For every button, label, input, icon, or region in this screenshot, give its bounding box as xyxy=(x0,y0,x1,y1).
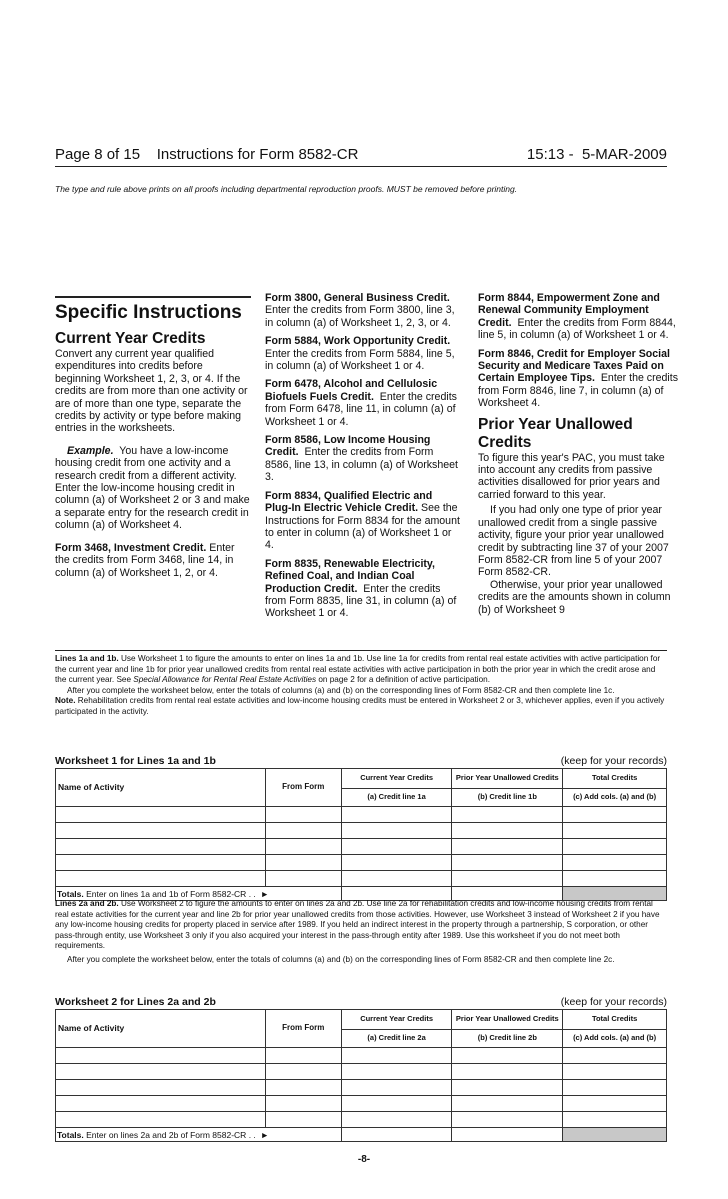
ws1-entry-name[interactable] xyxy=(56,871,266,887)
proof-note: The type and rule above prints on all proofs including departmental reproduction proofs. MUST be removed before printing. xyxy=(55,184,518,194)
table-row xyxy=(56,1096,667,1112)
form-5884-text: Enter the credits from Form 5884, line 5, in column (a) of Worksheet 1 or 4. xyxy=(265,347,455,373)
ws2-entry-b[interactable] xyxy=(452,1064,563,1080)
form-8844-title: Form 8844, Empowerment Zone and Renewal Community Employment Credit. xyxy=(478,292,660,329)
ws2-entry-a[interactable] xyxy=(341,1080,452,1096)
ws1-entry-c[interactable] xyxy=(563,823,667,839)
column-1 xyxy=(55,292,251,579)
form-5884-title: Form 5884, Work Opportunity Credit. xyxy=(265,335,451,348)
form-3468-text: Enter the credits from Form 3468, line 14, in column (a) of Worksheet 1, 2, or 4. xyxy=(55,541,235,579)
table-row xyxy=(56,871,667,887)
form-6478-title: Form 6478, Alcohol and Cellulosic Biofuels Fuels Credit. xyxy=(265,378,438,403)
column-3 xyxy=(478,292,678,616)
ws2-entry-from[interactable] xyxy=(265,1064,341,1080)
ws2-entry-name[interactable] xyxy=(56,1048,266,1064)
form-8586-title: Form 8586, Low Income Housing Credit. xyxy=(265,434,431,459)
ws2-entry-c[interactable] xyxy=(563,1080,667,1096)
ws1-sub-c: (c) Add cols. (a) and (b) xyxy=(563,789,667,807)
form-3468-title: Form 3468, Investment Credit. xyxy=(55,541,207,554)
worksheet-1-table xyxy=(55,768,667,901)
ws1-col-prior-year: Prior Year Unallowed Credits xyxy=(452,769,563,789)
form-8835-title: Form 8835, Renewable Electricity, Refined Coal, and Indian Coal Production Credit. xyxy=(265,557,435,595)
ws1-entry-a[interactable] xyxy=(341,855,452,871)
ws1-entry-from[interactable] xyxy=(265,823,341,839)
page-number: -8- xyxy=(357,1154,371,1165)
ws1-entry-c[interactable] xyxy=(563,839,667,855)
ws1-col-name: Name of Activity xyxy=(56,769,266,807)
lines-1a-1b-body-end: on page 2 for a definition of active participation. xyxy=(318,675,490,685)
lines-1a-1b-label: Lines 1a and 1b. xyxy=(55,654,119,663)
ws2-sub-b: (b) Credit line 2b xyxy=(452,1030,563,1048)
ws2-total-c-shaded xyxy=(563,1128,667,1142)
paragraph-form-5884 xyxy=(265,335,460,372)
ws1-entry-b[interactable] xyxy=(452,823,563,839)
paragraph-example xyxy=(55,445,251,532)
ws2-total-a[interactable] xyxy=(341,1128,452,1142)
example-label: Example. xyxy=(67,444,114,457)
ws1-entry-name[interactable] xyxy=(56,855,266,871)
ws1-entry-from[interactable] xyxy=(265,871,341,887)
ws1-entry-b[interactable] xyxy=(452,871,563,887)
form-8834-title: Form 8834, Qualified Electric and Plug-In Electric Vehicle Credit. xyxy=(265,489,433,515)
paragraph-form-8846 xyxy=(478,348,678,410)
paragraph-form-8834 xyxy=(265,490,460,552)
form-3800-text: Enter the credits from Form 3800, line 3, in column (a) of Worksheet 1, 2, 3, or 4. xyxy=(265,304,455,329)
worksheet-1-title: Worksheet 1 for Lines 1a and 1b xyxy=(55,755,216,767)
paragraph-form-3800 xyxy=(265,292,460,329)
ws1-entry-from[interactable] xyxy=(265,839,341,855)
ws1-entry-name[interactable] xyxy=(56,807,266,823)
worksheet-2-table xyxy=(55,1009,667,1142)
paragraph-form-8835 xyxy=(265,558,460,620)
form-8834-text: See the Instructions for Form 8834 for the amount to enter in column (a) of Worksheet 1 or 4. xyxy=(265,502,460,552)
table-row xyxy=(56,1048,667,1064)
ws2-totals-bold: Totals. xyxy=(57,1129,84,1140)
ws2-entry-b[interactable] xyxy=(452,1048,563,1064)
worksheet-1-title-row xyxy=(55,755,667,767)
table-row xyxy=(56,1064,667,1080)
arrow-right-icon: . . ► xyxy=(248,1129,269,1140)
header-rule xyxy=(55,166,667,167)
ws1-entry-from[interactable] xyxy=(265,855,341,871)
ws2-col-current-year: Current Year Credits xyxy=(341,1010,452,1030)
ws1-entry-from[interactable] xyxy=(265,807,341,823)
ws2-entry-c[interactable] xyxy=(563,1096,667,1112)
ws2-after-text: After you complete the worksheet below, enter the totals of columns (a) and (b) on the corresponding lines of Form 8582-CR and then complete line 2c. xyxy=(67,954,615,964)
ws2-col-total: Total Credits xyxy=(563,1010,667,1030)
ws2-entry-a[interactable] xyxy=(341,1112,452,1128)
ws2-entry-from[interactable] xyxy=(265,1112,341,1128)
worksheet-1-top-rule xyxy=(55,650,667,651)
ws1-entry-a[interactable] xyxy=(341,839,452,855)
ws1-entry-a[interactable] xyxy=(341,807,452,823)
ws1-entry-c[interactable] xyxy=(563,855,667,871)
ws1-totals-bold: Totals. xyxy=(57,888,84,899)
ws2-entry-from[interactable] xyxy=(265,1080,341,1096)
paragraph-form-8844 xyxy=(478,292,678,342)
header-right: 15:13 - 5-MAR-2009 xyxy=(526,146,667,163)
ws1-sub-b: (b) Credit line 1b xyxy=(452,789,563,807)
worksheet-2-title-row xyxy=(55,996,667,1008)
worksheet-1-keep: (keep for your records) xyxy=(560,755,667,767)
ws1-entry-name[interactable] xyxy=(56,823,266,839)
form-6478-text: Enter the credits from Form 6478, line 11, in column (a) of Worksheet 1 or 4. xyxy=(265,390,457,428)
ws2-entry-name[interactable] xyxy=(56,1096,266,1112)
heading-current-year-credits: Current Year Credits xyxy=(55,330,206,347)
ws2-entry-name[interactable] xyxy=(56,1112,266,1128)
header-left: Page 8 of 15 Instructions for Form 8582-CR xyxy=(55,146,359,163)
table-row xyxy=(56,1112,667,1128)
form-8846-text: Enter the credits from Form 8846, line 7, in column (a) of Worksheet 4. xyxy=(478,372,678,410)
form-3800-title: Form 3800, General Business Credit. xyxy=(265,292,450,304)
lines-1a-1b-text xyxy=(55,654,667,686)
arrow-right-icon: . . ► xyxy=(248,888,269,899)
ws1-entry-a[interactable] xyxy=(341,823,452,839)
ws1-entry-b[interactable] xyxy=(452,855,563,871)
worksheet-1-intro xyxy=(55,654,667,718)
heading-specific-instructions: Specific Instructions xyxy=(55,302,242,323)
worksheet-2-intro xyxy=(55,899,667,966)
ws2-col-from: From Form xyxy=(265,1010,341,1048)
ws2-entry-from[interactable] xyxy=(265,1096,341,1112)
ws1-sub-a: (a) Credit line 1a xyxy=(341,789,452,807)
form-8844-text: Enter the credits from Form 8844, line 5, in column (a) of Worksheet 1 or 4. xyxy=(478,316,676,342)
ws2-col-name: Name of Activity xyxy=(56,1010,266,1048)
ws2-entry-b[interactable] xyxy=(452,1096,563,1112)
ws2-entry-name[interactable] xyxy=(56,1064,266,1080)
lines-2a-2b-body: Use Worksheet 2 to figure the amounts to enter on lines 2a and 2b. Use line 2a for rehabilitation credits and low-income housing credits from rental real estate activities for the current year and line 2b for prior year unallowed credits from those activities. However, use Worksheet 3 instead of Worksheet 2 if you have any low-income housing credits for property placed in service after 1989. If you held an indirect interest in the property through a partnership, S corporation, or other pass-through entity, use Worksheet 3 only if you also acquired your interest in the pass-through entity after 1989. Use this worksheet if you do not meet both requirements. xyxy=(55,899,660,951)
ws1-col-total: Total Credits xyxy=(563,769,667,789)
table-row xyxy=(56,823,667,839)
ws2-sub-a: (a) Credit line 2a xyxy=(341,1030,452,1048)
form-8586-text: Enter the credits from Form 8586, line 13, in column (a) of Worksheet 3. xyxy=(265,446,458,484)
form-8835-text: Enter the credits from Form 8835, line 31, in column (a) of Worksheet 1 or 4. xyxy=(265,582,457,620)
ws2-totals-row xyxy=(56,1128,667,1142)
ws1-after-text: After you complete the worksheet below, enter the totals of columns (a) and (b) on the corresponding lines of Form 8582-CR and then complete line 1c. xyxy=(67,685,615,695)
table-row xyxy=(56,807,667,823)
special-allowance-ref: Special Allowance for Rental Real Estate Activities xyxy=(133,675,317,685)
paragraph-prior-3: Otherwise, your prior year unallowed credits are the amounts shown in column (b) of Worksheet 9 xyxy=(478,578,671,616)
example-text: You have a low-income housing credit from one activity and a research credit from a different activity. Enter the low-income housing credit in column (a) of Worksheet 2 or 3 and make a separate entry for the research credit in column (a) of Worksheet 4. xyxy=(55,444,250,532)
paragraph-convert: Convert any current year qualified expenditures into credits before beginning Worksheet 1, 2, 3, or 4. If the credits are from more than one activity or are of more than one type, separate the credits by activity or type before making entries in the worksheets. xyxy=(55,348,248,435)
section-rule xyxy=(55,296,251,298)
ws2-entry-b[interactable] xyxy=(452,1112,563,1128)
ws1-entry-b[interactable] xyxy=(452,839,563,855)
lines-2a-2b-text xyxy=(55,899,667,952)
ws2-entry-c[interactable] xyxy=(563,1112,667,1128)
table-row xyxy=(56,855,667,871)
ws2-totals-text: Enter on lines 2a and 2b of Form 8582-CR xyxy=(86,1129,247,1140)
ws1-entry-b[interactable] xyxy=(452,807,563,823)
ws2-sub-c: (c) Add cols. (a) and (b) xyxy=(563,1030,667,1048)
lines-2a-2b-label: Lines 2a and 2b. xyxy=(55,899,119,908)
note-label: Note. xyxy=(55,696,76,706)
ws1-totals-text: Enter on lines 1a and 1b of Form 8582-CR xyxy=(86,888,247,899)
ws2-totals-label xyxy=(56,1128,342,1142)
ws2-col-prior-year: Prior Year Unallowed Credits xyxy=(452,1010,563,1030)
table-row xyxy=(56,1080,667,1096)
paragraph-form-6478 xyxy=(265,378,460,428)
ws1-entry-name[interactable] xyxy=(56,839,266,855)
worksheet-2-keep: (keep for your records) xyxy=(560,996,667,1008)
ws2-entry-a[interactable] xyxy=(341,1096,452,1112)
ws1-note xyxy=(55,696,667,717)
ws1-col-current-year: Current Year Credits xyxy=(341,769,452,789)
column-2 xyxy=(265,292,460,620)
ws2-entry-c[interactable] xyxy=(563,1064,667,1080)
ws1-entry-c[interactable] xyxy=(563,871,667,887)
ws1-col-from: From Form xyxy=(265,769,341,807)
paragraph-prior-2: If you had only one type of prior year unallowed credit from a single passive activity, figure your prior year unallowed credit by subtracting line 37 of your 2007 Form 8582-CR from line 5 of your 2007 Form 8582-CR. xyxy=(478,504,669,579)
note-text: Rehabilitation credits from rental real estate activities and low-income housing credits must be entered in Worksheet 2 or 3, whichever applies, even if you actively participated in the activity. xyxy=(55,696,665,716)
form-8846-title: Form 8846, Credit for Employer Social Security and Medicare Taxes Paid on Certain Employee Tips. xyxy=(478,347,670,385)
ws2-entry-a[interactable] xyxy=(341,1048,452,1064)
paragraph-form-3468 xyxy=(55,542,251,579)
ws1-entry-a[interactable] xyxy=(341,871,452,887)
ws2-entry-name[interactable] xyxy=(56,1080,266,1096)
ws1-entry-c[interactable] xyxy=(563,807,667,823)
lines-1a-1b-body: Use Worksheet 1 to figure the amounts to enter on lines 1a and 1b. Use line 1a for credits from rental real estate activities with active participation for the current year and line 1b for prior year unallowed credits from rental real estate activities with active participation in both the prior year in which the credit arose and the current year. See xyxy=(55,654,661,685)
ws2-entry-b[interactable] xyxy=(452,1080,563,1096)
worksheet-2-title: Worksheet 2 for Lines 2a and 2b xyxy=(55,996,216,1008)
ws2-entry-from[interactable] xyxy=(265,1048,341,1064)
ws2-entry-a[interactable] xyxy=(341,1064,452,1080)
ws2-entry-c[interactable] xyxy=(563,1048,667,1064)
heading-prior-year-unallowed-credits: Prior Year Unallowed Credits xyxy=(478,415,633,451)
ws2-total-b[interactable] xyxy=(452,1128,563,1142)
table-row xyxy=(56,839,667,855)
paragraph-form-8586 xyxy=(265,434,460,484)
paragraph-prior-1: To figure this year's PAC, you must take into account any credits from passive activities disallowed for prior years and carried forward to this year. xyxy=(478,451,665,501)
